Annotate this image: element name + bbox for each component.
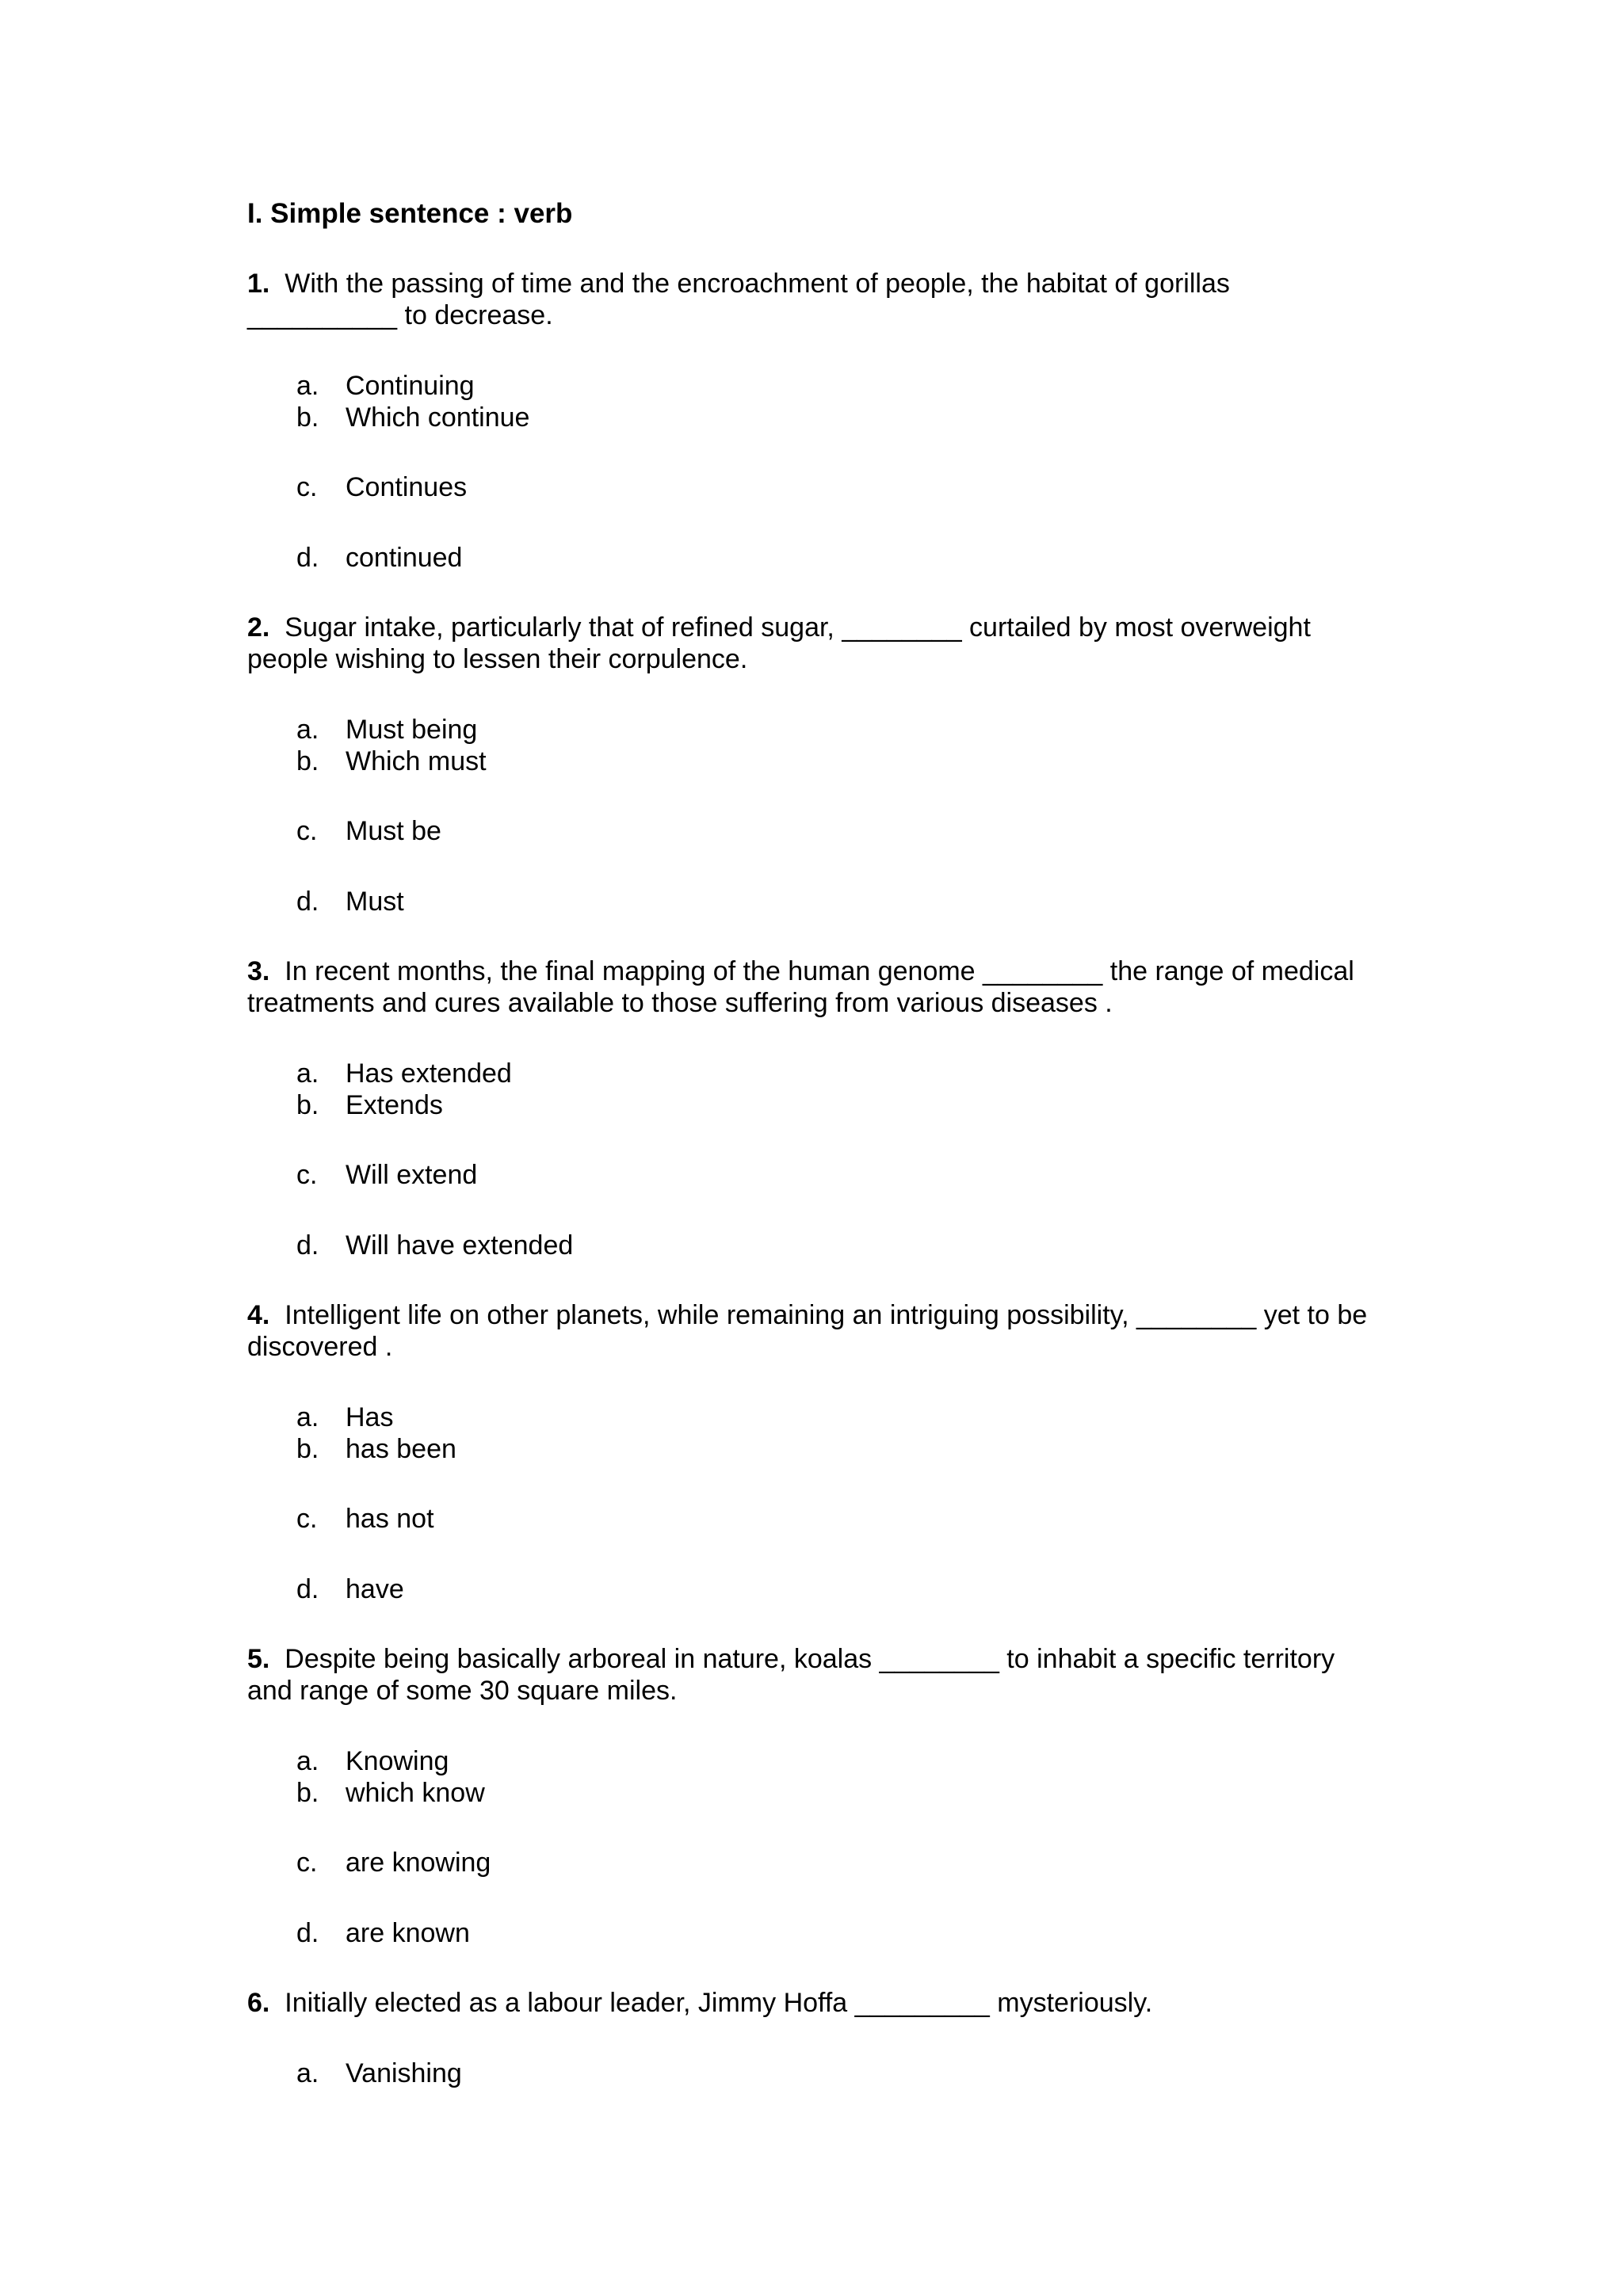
option-1c [296,471,467,503]
option-text: Must [346,887,404,917]
option-text: Knowing [346,1746,449,1776]
option-letter: a. [296,1402,319,1432]
question-stem: Despite being basically arboreal in nature, koalas ________ to inhabit a specific territory and range of some 30 square miles. [247,1644,1335,1706]
question-stem: Intelligent life on other planets, while remaining an intriguing possibility, ________ yet to be discovered . [247,1300,1368,1362]
option-text: Extends [346,1090,443,1120]
question-3 [247,955,1373,1019]
option-text: has been [346,1434,456,1464]
option-letter: c. [296,816,318,846]
option-2d [296,886,404,917]
option-letter: c. [296,472,318,502]
option-letter: c. [296,1160,318,1190]
option-text: continued [346,543,463,573]
option-5a [296,1745,449,1777]
option-2c [296,815,441,847]
option-text: Must being [346,715,478,745]
option-text: which know [346,1778,485,1808]
option-letter: d. [296,1574,319,1604]
option-letter: b. [296,1778,319,1808]
option-letter: d. [296,1230,319,1261]
option-1a [296,370,475,402]
option-text: Vanishing [346,2058,462,2088]
option-letter: d. [296,887,319,917]
question-stem: With the passing of time and the encroachment of people, the habitat of gorillas __________ to decrease. [247,269,1230,330]
option-letter: c. [296,1504,318,1534]
option-5b [296,1777,485,1809]
option-text: are knowing [346,1848,491,1878]
option-letter: b. [296,1090,319,1120]
option-letter: d. [296,543,319,573]
option-text: Continuing [346,371,475,401]
option-3a [296,1058,512,1089]
option-letter: b. [296,402,319,433]
question-number: 4. [247,1300,270,1330]
option-text: Has [346,1402,394,1432]
option-letter: a. [296,715,319,745]
option-4a [296,1402,393,1433]
option-letter: b. [296,746,319,776]
question-stem: In recent months, the final mapping of the human genome ________ the range of medical treatments and cures available to those suffering from various diseases . [247,956,1354,1018]
question-number: 2. [247,612,270,643]
question-2 [247,612,1373,675]
option-text: Will extend [346,1160,478,1190]
option-text: Has extended [346,1058,512,1089]
option-letter: d. [296,1918,319,1948]
option-text: Will have extended [346,1230,574,1261]
option-6a [296,2058,462,2089]
option-text: Must be [346,816,441,846]
question-number: 5. [247,1644,270,1674]
option-text: Which continue [346,402,530,433]
option-3b [296,1089,443,1121]
option-letter: b. [296,1434,319,1464]
option-4b [296,1433,456,1465]
option-letter: a. [296,371,319,401]
option-text: has not [346,1504,434,1534]
option-text: have [346,1574,404,1604]
option-5d [296,1917,470,1949]
option-text: Which must [346,746,487,776]
option-text: are known [346,1918,470,1948]
option-1b [296,402,529,433]
section-heading: I. Simple sentence : verb [247,198,573,229]
question-stem: Sugar intake, particularly that of refined sugar, ________ curtailed by most overweight people wishing to lessen their corpulence. [247,612,1311,674]
question-stem: Initially elected as a labour leader, Jimmy Hoffa _________ mysteriously. [285,1988,1153,2018]
option-3d [296,1230,573,1261]
option-1d [296,542,462,574]
option-2b [296,746,487,777]
option-5c [296,1847,491,1878]
option-3c [296,1159,477,1191]
option-2a [296,714,477,746]
option-letter: a. [296,1058,319,1089]
option-letter: a. [296,2058,319,2088]
option-letter: c. [296,1848,318,1878]
question-number: 1. [247,269,270,299]
option-4d [296,1573,404,1605]
question-1 [247,268,1373,331]
question-4 [247,1299,1373,1363]
option-4c [296,1503,434,1535]
question-5 [247,1643,1373,1707]
option-letter: a. [296,1746,319,1776]
option-text: Continues [346,472,468,502]
question-number: 3. [247,956,270,986]
question-number: 6. [247,1988,270,2018]
question-6 [247,1987,1373,2019]
